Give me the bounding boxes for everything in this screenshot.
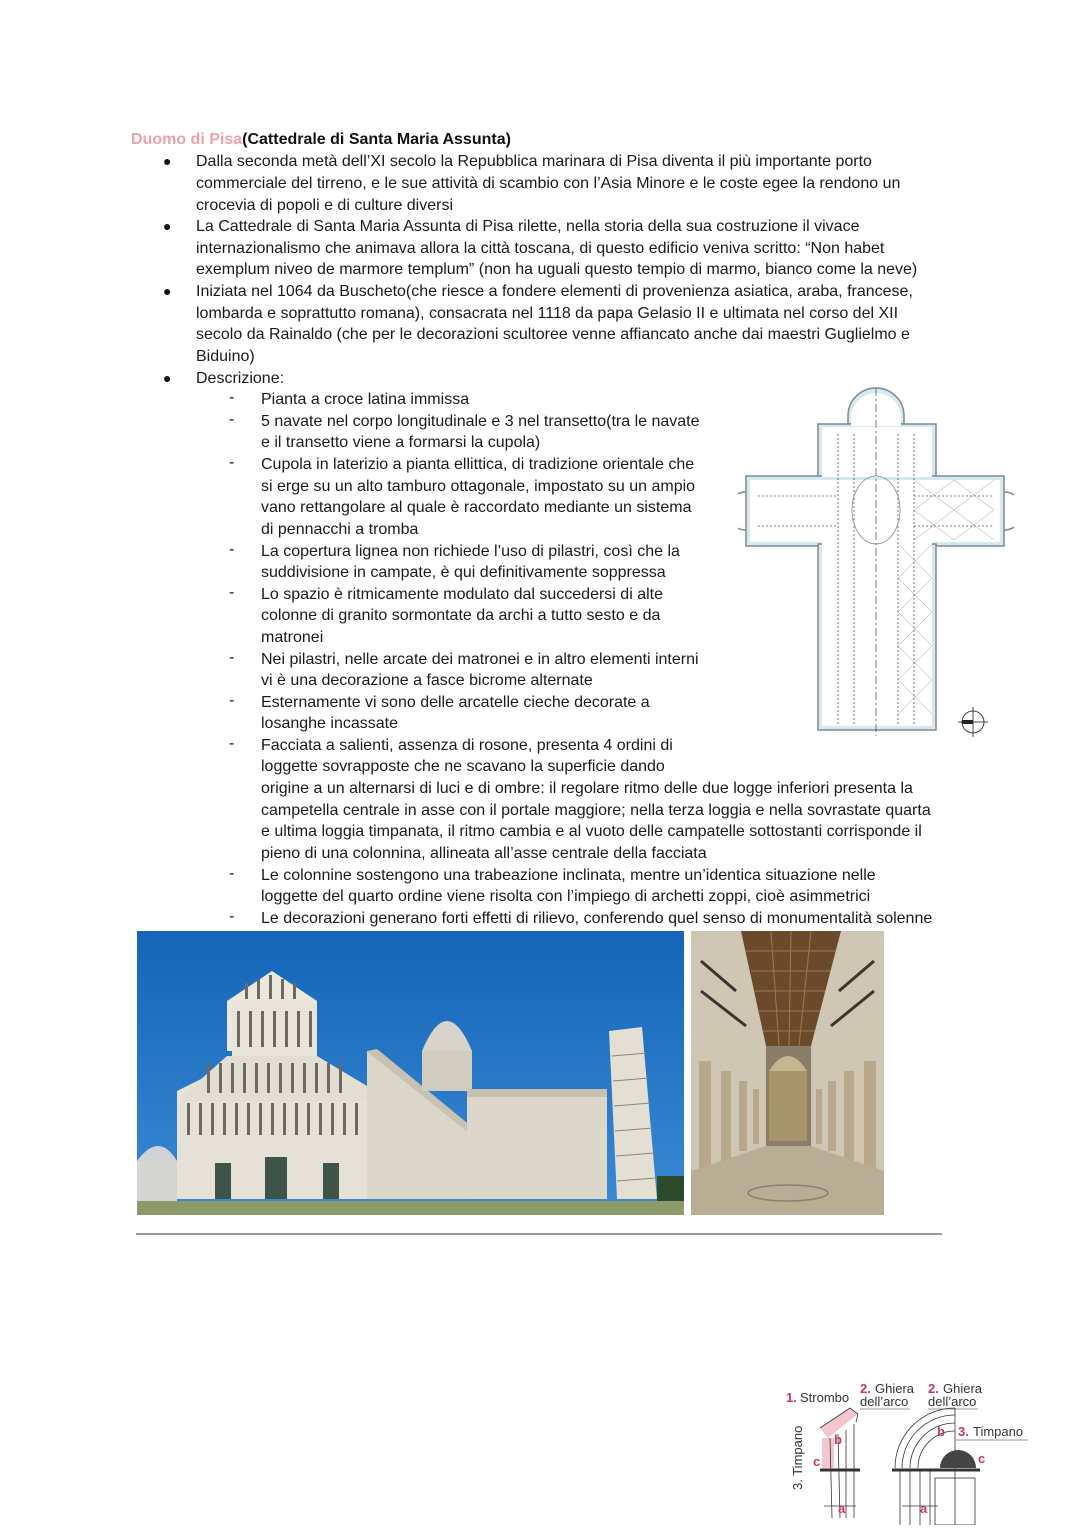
dash-marker: - xyxy=(229,692,235,709)
sub-item-text: Facciata a salienti, assenza di rosone, presenta 4 ordini di xyxy=(261,737,673,754)
sub-item-text: Nei pilastri, nelle arcate dei matronei e in altro elementi interni xyxy=(261,651,699,668)
svg-text:Ghiera: Ghiera xyxy=(875,1381,915,1396)
svg-text:c: c xyxy=(978,1451,986,1466)
sub-item-text: Lo spazio è ritmicamente modulato dal succedersi di alte xyxy=(261,586,663,603)
portal-diagram xyxy=(780,1378,1040,1525)
bullet-text: secolo da Rainaldo (che per le decorazioni scultoree venne affiancato anche dai maestri Guglielmo e xyxy=(196,326,910,343)
bullet-text: lombarda e soprattutto romana), consacrata nel 1118 da papa Gelasio II e ultimata nel corso del XII xyxy=(196,305,899,322)
bullet-icon: ● xyxy=(163,283,172,299)
title-accent: Duomo di Pisa xyxy=(131,131,243,148)
svg-text:b: b xyxy=(834,1432,842,1447)
sub-item-text: La copertura lignea non richiede l’uso di pilastri, così che la xyxy=(261,543,680,560)
bullet-icon: ● xyxy=(163,153,172,169)
bullet-icon: ● xyxy=(163,218,172,234)
compass-icon xyxy=(958,707,988,737)
bullet-text: La Cattedrale di Santa Maria Assunta di Pisa rilette, nella storia della sua costruzione il vivace xyxy=(196,218,860,235)
sub-item-text: e il transetto viene a formarsi la cupola) xyxy=(261,434,541,451)
svg-text:Timpano: Timpano xyxy=(973,1424,1024,1439)
latin-cross-plan-icon xyxy=(738,384,1014,740)
dash-marker: - xyxy=(229,454,235,471)
dash-marker: - xyxy=(229,649,235,666)
sub-item-text: di pennacchi a tromba xyxy=(261,521,419,538)
page-title xyxy=(131,130,511,150)
dash-marker: - xyxy=(229,865,235,882)
sub-item-text: si erge su un alto tamburo ottagonale, impostato su un ampio xyxy=(261,478,696,495)
sub-item-text: Le colonnine sostengono una trabeazione inclinata, mentre un’identica situazione nelle xyxy=(261,867,876,884)
svg-text:dell’arco: dell’arco xyxy=(860,1394,909,1409)
dash-marker: - xyxy=(229,411,235,428)
cathedral-exterior-illustration xyxy=(137,931,684,1215)
horizontal-separator xyxy=(136,1233,942,1235)
sub-item-text: colonne di granito sormontate da archi a tutto sesto e da xyxy=(261,607,661,624)
sub-item-text: matronei xyxy=(261,629,324,646)
sub-item-text: loggette sovrapposte che ne scavano la superficie dando xyxy=(261,758,665,775)
bullet-icon: ● xyxy=(163,370,172,386)
svg-text:3.: 3. xyxy=(958,1424,969,1439)
sub-item-text: vano rettangolare al quale è raccordato mediante un sistema xyxy=(261,499,692,516)
svg-text:3. Timpano: 3. Timpano xyxy=(790,1425,805,1490)
svg-text:c: c xyxy=(813,1454,821,1469)
bullet-text: Dalla seconda metà dell’XI secolo la Repubblica marinara di Pisa diventa il più importante porto xyxy=(196,153,872,170)
title-subtitle: (Cattedrale di Santa Maria Assunta) xyxy=(242,131,511,148)
dash-marker: - xyxy=(229,908,235,925)
dash-marker: - xyxy=(229,735,235,752)
sub-item-text: losanghe incassate xyxy=(261,715,398,732)
sub-item-text: loggette del quarto ordine viene risolta con l’impiego di archetti zoppi, cioè asimmetrici xyxy=(261,888,871,905)
floor-plan-image xyxy=(738,384,1014,740)
sub-item-text: origine a un alternarsi di luci e di ombre: il regolare ritmo delle due logge inferiori presenta la xyxy=(261,780,913,797)
bullet-text: Biduino) xyxy=(196,348,255,365)
sub-item-text: 5 navate nel corpo longitudinale e 3 nel transetto(tra le navate xyxy=(261,413,700,430)
bullet-text: internazionalismo che animava allora la città toscana, di questo edificio veniva scritto: “Non habet xyxy=(196,240,885,257)
svg-text:a: a xyxy=(920,1501,928,1516)
sub-item-text: Esternamente vi sono delle arcatelle cieche decorate a xyxy=(261,694,650,711)
bullet-text: commerciale del tirreno, e le sue attività di scambio con l’Asia Minore e le coste egee la rendono un xyxy=(196,175,901,192)
sub-item-text: suddivisione in campate, è qui definitivamente soppressa xyxy=(261,564,666,581)
sub-item-text: campetella centrale in asse con il portale maggiore; nella terza loggia e nella sovrastate quarta xyxy=(261,802,931,819)
bullet-text: crocevia di popoli e di culture diversi xyxy=(196,197,454,214)
sub-item-text: vi è una decorazione a fasce bicrome alternate xyxy=(261,672,593,689)
sub-item-text: pieno di una colonnina, allineata all’asse centrale della facciata xyxy=(261,845,707,862)
sub-item-text: e ultima loggia timpanata, il ritmo cambia e al vuoto delle campatelle sottostanti corrisponde il xyxy=(261,823,922,840)
dash-marker: - xyxy=(229,541,235,558)
svg-text:1.: 1. xyxy=(786,1390,797,1405)
dash-marker: - xyxy=(229,584,235,601)
svg-text:2.: 2. xyxy=(928,1381,939,1396)
portal-section-diagram-icon xyxy=(780,1378,1040,1525)
svg-text:b: b xyxy=(937,1424,945,1439)
dash-marker: - xyxy=(229,389,235,406)
sub-item-text: Le decorazioni generano forti effetti di rilievo, conferendo quel senso di monumentalità solenne xyxy=(261,910,933,927)
sub-item-text: Cupola in laterizio a pianta ellittica, di tradizione orientale che xyxy=(261,456,695,473)
svg-text:2.: 2. xyxy=(860,1381,871,1396)
bullet-text: Iniziata nel 1064 da Buscheto(che riesce a fondere elementi di provenienza asiatica, araba, francese, xyxy=(196,283,913,300)
duomo-interior-photo xyxy=(691,931,884,1215)
duomo-exterior-photo xyxy=(137,931,684,1215)
bullet-text: Descrizione: xyxy=(196,370,285,387)
sub-item-text: Pianta a croce latina immissa xyxy=(261,391,470,408)
svg-text:Ghiera: Ghiera xyxy=(943,1381,983,1396)
bullet-text: exemplum niveo de marmore templum” (non ha uguali questo tempio di marmo, bianco come la neve) xyxy=(196,261,918,278)
cathedral-interior-illustration xyxy=(691,931,884,1215)
svg-text:a: a xyxy=(838,1501,846,1516)
svg-text:dell’arco: dell’arco xyxy=(928,1394,977,1409)
svg-text:Strombo: Strombo xyxy=(800,1390,850,1405)
